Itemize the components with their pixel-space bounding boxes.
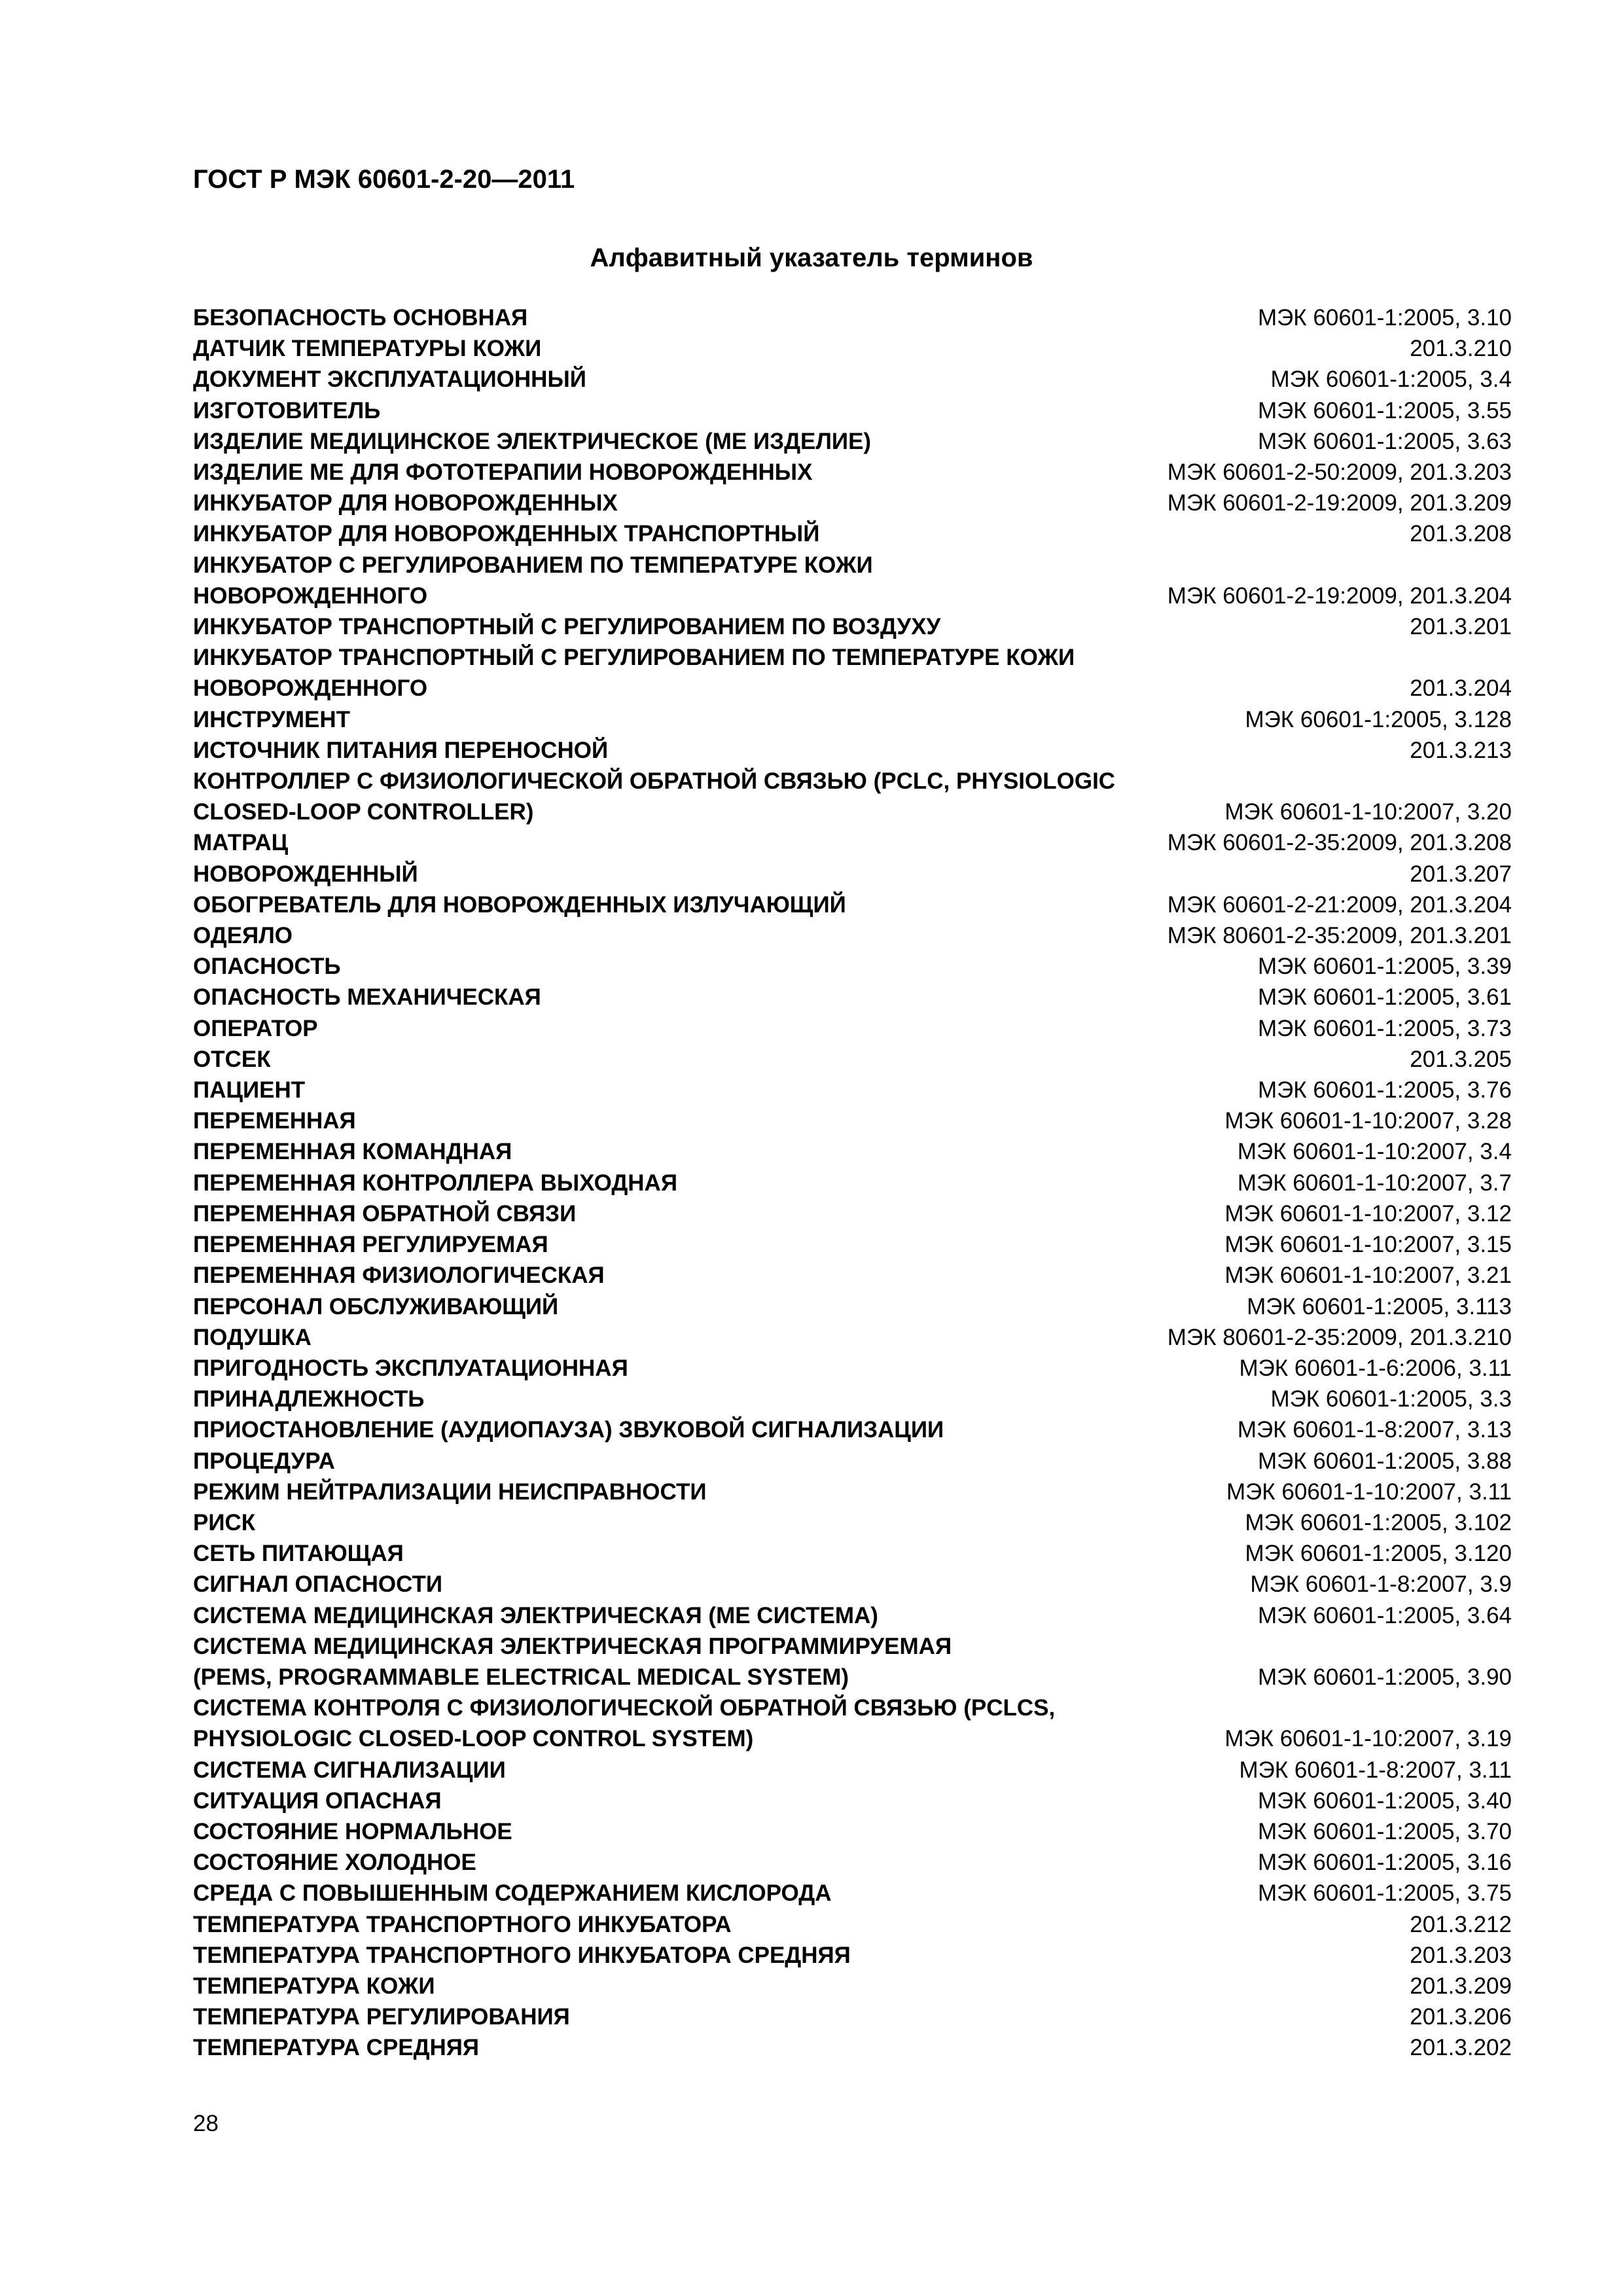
index-entry: [193, 766, 1512, 827]
index-reference: МЭК 60601-1:2005, 3.128: [1245, 706, 1512, 732]
index-reference: МЭК 60601-1:2005, 3.64: [1257, 1602, 1512, 1628]
index-reference: МЭК 60601-1:2005, 3.75: [1257, 1880, 1512, 1907]
index-term: ПЕРЕМЕННАЯ РЕГУЛИРУЕМАЯ: [193, 1232, 548, 1258]
index-entry: [193, 1507, 1512, 1538]
index-term: КОНТРОЛЛЕР С ФИЗИОЛОГИЧЕСКОЙ ОБРАТНОЙ СВЯЗЬЮ (PCLC, PHYSIOLOGIC CLOSED-LOOP CONTROLLER): [193, 768, 1116, 825]
index-term: ИНСТРУМЕНТ: [193, 706, 351, 732]
index-term: ПЕРЕМЕННАЯ КОНТРОЛЛЕРА ВЫХОДНАЯ: [193, 1170, 677, 1196]
index-reference: МЭК 60601-1-8:2007, 3.11: [1239, 1757, 1512, 1783]
index-entry: [193, 735, 1512, 766]
index-term: ПЕРЕМЕННАЯ ФИЗИОЛОГИЧЕСКАЯ: [193, 1263, 605, 1289]
index-entry: [193, 1971, 1512, 2001]
index-term: ОПАСНОСТЬ: [193, 954, 341, 980]
index-reference: МЭК 60601-1:2005, 3.4: [1270, 367, 1512, 393]
index-reference: МЭК 60601-1:2005, 3.40: [1257, 1787, 1512, 1814]
index-term: СИГНАЛ ОПАСНОСТИ: [193, 1571, 443, 1598]
index-reference: МЭК 60601-1:2005, 3.113: [1247, 1293, 1512, 1319]
index-reference: МЭК 60601-1:2005, 3.70: [1257, 1818, 1512, 1844]
index-term: СИСТЕМА КОНТРОЛЯ С ФИЗИОЛОГИЧЕСКОЙ ОБРАТНОЙ СВЯЗЬЮ (PCLCS, PHYSIOLOGIC CLOSED-LOOP CONTROL SYSTEM): [193, 1695, 1056, 1752]
term-index-list: [193, 302, 1512, 2064]
index-entry: [193, 457, 1512, 488]
index-term: ИНКУБАТОР ДЛЯ НОВОРОЖДЕННЫХ: [193, 490, 618, 516]
index-entry: [193, 611, 1512, 642]
index-reference: МЭК 60601-1-10:2007, 3.21: [1224, 1263, 1512, 1289]
index-reference: МЭК 60601-2-50:2009, 201.3.203: [1167, 459, 1512, 486]
index-entry: [193, 1013, 1512, 1044]
index-entry: [193, 889, 1512, 920]
index-reference: МЭК 60601-1:2005, 3.102: [1245, 1509, 1512, 1535]
index-entry: [193, 1631, 1512, 1693]
index-term: ПРИОСТАНОВЛЕНИЕ (АУДИОПАУЗА) ЗВУКОВОЙ СИГНАЛИЗАЦИИ: [193, 1417, 944, 1443]
index-entry: [193, 704, 1512, 735]
index-entry: [193, 642, 1512, 704]
index-term: ПРИНАДЛЕЖНОСТЬ: [193, 1386, 425, 1412]
index-entry: [193, 1816, 1512, 1847]
index-entry: [193, 1755, 1512, 1785]
index-reference: 201.3.212: [1410, 1911, 1512, 1937]
index-entry: [193, 982, 1512, 1013]
index-reference: МЭК 60601-1:2005, 3.10: [1257, 305, 1512, 331]
index-reference: МЭК 60601-2-19:2009, 201.3.209: [1167, 490, 1512, 516]
index-entry: [193, 1044, 1512, 1075]
index-entry: [193, 518, 1512, 549]
index-term: ОПАСНОСТЬ МЕХАНИЧЕСКАЯ: [193, 984, 541, 1011]
index-entry: [193, 333, 1512, 364]
index-reference: 201.3.205: [1410, 1046, 1512, 1072]
index-term: ТЕМПЕРАТУРА ТРАНСПОРТНОГО ИНКУБАТОРА: [193, 1911, 732, 1937]
page-number: 28: [193, 2111, 219, 2136]
index-entry: [193, 1198, 1512, 1229]
index-reference: МЭК 60601-1:2005, 3.3: [1270, 1386, 1512, 1412]
index-reference: 201.3.204: [1410, 675, 1512, 702]
index-reference: МЭК 60601-1:2005, 3.120: [1245, 1541, 1512, 1567]
index-reference: МЭК 60601-1:2005, 3.61: [1257, 984, 1512, 1011]
index-reference: МЭК 60601-1-10:2007, 3.4: [1237, 1139, 1512, 1165]
index-reference: МЭК 60601-1:2005, 3.16: [1257, 1850, 1512, 1876]
index-reference: МЭК 60601-1:2005, 3.63: [1257, 428, 1512, 454]
index-entry: [193, 1847, 1512, 1878]
document-header: ГОСТ Р МЭК 60601-2-20—2011: [193, 165, 575, 194]
index-term: ИЗДЕЛИЕ МЕ ДЛЯ ФОТОТЕРАПИИ НОВОРОЖДЕННЫХ: [193, 459, 813, 486]
index-entry: [193, 1414, 1512, 1445]
index-entry: [193, 1384, 1512, 1414]
index-reference: 201.3.209: [1410, 1973, 1512, 1999]
index-entry: [193, 1940, 1512, 1971]
index-entry: [193, 488, 1512, 518]
index-title: Алфавитный указатель терминов: [590, 243, 1033, 272]
index-entry: [193, 302, 1512, 333]
index-term: ИНКУБАТОР ТРАНСПОРТНЫЙ С РЕГУЛИРОВАНИЕМ ПО ВОЗДУХУ: [193, 614, 941, 640]
index-term: ПАЦИЕНТ: [193, 1077, 306, 1103]
index-reference: МЭК 60601-1:2005, 3.90: [1257, 1664, 1512, 1690]
index-term: ИНКУБАТОР С РЕГУЛИРОВАНИЕМ ПО ТЕМПЕРАТУРЕ КОЖИ НОВОРОЖДЕННОГО: [193, 552, 873, 609]
index-entry: [193, 2001, 1512, 2032]
index-entry: [193, 1353, 1512, 1384]
index-term: ДОКУМЕНТ ЭКСПЛУАТАЦИОННЫЙ: [193, 367, 586, 393]
index-term: ПЕРЕМЕННАЯ: [193, 1108, 356, 1134]
index-term: ПРОЦЕДУРА: [193, 1448, 335, 1474]
index-reference: МЭК 60601-1-10:2007, 3.7: [1237, 1170, 1512, 1196]
index-entry: [193, 827, 1512, 858]
index-term: ИЗГОТОВИТЕЛЬ: [193, 397, 381, 423]
index-reference: МЭК 60601-2-35:2009, 201.3.208: [1167, 830, 1512, 856]
index-reference: МЭК 60601-1:2005, 3.55: [1257, 397, 1512, 423]
index-term: НОВОРОЖДЕННЫЙ: [193, 861, 418, 887]
index-term: РИСК: [193, 1509, 256, 1535]
index-reference: МЭК 60601-1-8:2007, 3.9: [1250, 1571, 1512, 1598]
index-entry: [193, 2032, 1512, 2063]
index-entry: [193, 395, 1512, 426]
index-term: ДАТЧИК ТЕМПЕРАТУРЫ КОЖИ: [193, 336, 542, 362]
index-term: ОБОГРЕВАТЕЛЬ ДЛЯ НОВОРОЖДЕННЫХ ИЗЛУЧАЮЩИЙ: [193, 891, 846, 918]
index-term: ОТСЕК: [193, 1046, 271, 1072]
index-term: ПЕРЕМЕННАЯ ОБРАТНОЙ СВЯЗИ: [193, 1200, 577, 1227]
index-entry: [193, 1322, 1512, 1353]
index-reference: МЭК 80601-2-35:2009, 201.3.201: [1167, 923, 1512, 949]
index-reference: МЭК 60601-1-6:2006, 3.11: [1239, 1355, 1512, 1381]
index-entry: [193, 426, 1512, 457]
index-reference: МЭК 60601-1-10:2007, 3.11: [1226, 1479, 1512, 1505]
index-reference: МЭК 60601-1-10:2007, 3.28: [1224, 1108, 1512, 1134]
index-entry: [193, 364, 1512, 395]
index-reference: МЭК 60601-1-10:2007, 3.12: [1224, 1200, 1512, 1227]
index-term: РЕЖИМ НЕЙТРАЛИЗАЦИИ НЕИСПРАВНОСТИ: [193, 1479, 707, 1505]
index-entry: [193, 1075, 1512, 1105]
index-reference: МЭК 80601-2-35:2009, 201.3.210: [1167, 1324, 1512, 1350]
index-entry: [193, 1693, 1512, 1754]
index-term: МАТРАЦ: [193, 830, 289, 856]
index-term: ИСТОЧНИК ПИТАНИЯ ПЕРЕНОСНОЙ: [193, 737, 609, 763]
index-reference: 201.3.206: [1410, 2004, 1512, 2030]
index-term: СЕТЬ ПИТАЮЩАЯ: [193, 1541, 404, 1567]
index-entry: [193, 1569, 1512, 1600]
index-term: СИСТЕМА СИГНАЛИЗАЦИИ: [193, 1757, 506, 1783]
index-entry: [193, 1229, 1512, 1260]
index-reference: МЭК 60601-2-21:2009, 201.3.204: [1167, 891, 1512, 918]
index-entry: [193, 1260, 1512, 1291]
index-term: ИНКУБАТОР ДЛЯ НОВОРОЖДЕННЫХ ТРАНСПОРТНЫЙ: [193, 521, 820, 547]
index-entry: [193, 1168, 1512, 1198]
index-term: БЕЗОПАСНОСТЬ ОСНОВНАЯ: [193, 305, 528, 331]
index-term: СОСТОЯНИЕ ХОЛОДНОЕ: [193, 1850, 476, 1876]
index-reference: МЭК 60601-1:2005, 3.88: [1257, 1448, 1512, 1474]
index-entry: [193, 1291, 1512, 1322]
index-term: ТЕМПЕРАТУРА КОЖИ: [193, 1973, 435, 1999]
index-term: СИСТЕМА МЕДИЦИНСКАЯ ЭЛЕКТРИЧЕСКАЯ (МЕ СИСТЕМА): [193, 1602, 878, 1628]
index-term: ПРИГОДНОСТЬ ЭКСПЛУАТАЦИОННАЯ: [193, 1355, 628, 1381]
index-term: ТЕМПЕРАТУРА ТРАНСПОРТНОГО ИНКУБАТОРА СРЕДНЯЯ: [193, 1942, 851, 1968]
index-reference: 201.3.201: [1410, 614, 1512, 640]
index-reference: МЭК 60601-2-19:2009, 201.3.204: [1167, 583, 1512, 609]
index-term: ПЕРЕМЕННАЯ КОМАНДНАЯ: [193, 1139, 512, 1165]
index-reference: МЭК 60601-1:2005, 3.76: [1257, 1077, 1512, 1103]
index-term: СИТУАЦИЯ ОПАСНАЯ: [193, 1787, 442, 1814]
index-reference: 201.3.208: [1410, 521, 1512, 547]
index-term: ИЗДЕЛИЕ МЕДИЦИНСКОЕ ЭЛЕКТРИЧЕСКОЕ (МЕ ИЗДЕЛИЕ): [193, 428, 872, 454]
index-entry: [193, 1136, 1512, 1167]
index-reference: 201.3.210: [1410, 336, 1512, 362]
index-term: СРЕДА С ПОВЫШЕННЫМ СОДЕРЖАНИЕМ КИСЛОРОДА: [193, 1880, 832, 1907]
index-term: ОДЕЯЛО: [193, 923, 293, 949]
index-entry: [193, 1105, 1512, 1136]
index-reference: МЭК 60601-1-8:2007, 3.13: [1237, 1417, 1512, 1443]
index-term: ПЕРСОНАЛ ОБСЛУЖИВАЮЩИЙ: [193, 1293, 559, 1319]
index-reference: 201.3.203: [1410, 1942, 1512, 1968]
index-term: СИСТЕМА МЕДИЦИНСКАЯ ЭЛЕКТРИЧЕСКАЯ ПРОГРАММИРУЕМАЯ (PEMS, PROGRAMMABLE ELECTRICAL MEDICAL SYSTEM): [193, 1633, 952, 1690]
index-entry: [193, 1477, 1512, 1507]
index-entry: [193, 859, 1512, 889]
index-entry: [193, 1785, 1512, 1816]
index-term: ИНКУБАТОР ТРАНСПОРТНЫЙ С РЕГУЛИРОВАНИЕМ ПО ТЕМПЕРАТУРЕ КОЖИ НОВОРОЖДЕННОГО: [193, 645, 1075, 702]
index-reference: МЭК 60601-1-10:2007, 3.20: [1224, 799, 1512, 825]
index-entry: [193, 1446, 1512, 1477]
index-reference: 201.3.207: [1410, 861, 1512, 887]
index-term: СОСТОЯНИЕ НОРМАЛЬНОЕ: [193, 1818, 512, 1844]
index-reference: 201.3.213: [1410, 737, 1512, 763]
index-term: ПОДУШКА: [193, 1324, 312, 1350]
index-entry: [193, 1538, 1512, 1569]
index-entry: [193, 1909, 1512, 1940]
index-reference: МЭК 60601-1-10:2007, 3.15: [1224, 1232, 1512, 1258]
index-entry: [193, 550, 1512, 611]
index-reference: МЭК 60601-1:2005, 3.39: [1257, 954, 1512, 980]
index-entry: [193, 920, 1512, 951]
index-reference: 201.3.202: [1410, 2035, 1512, 2061]
index-reference: МЭК 60601-1:2005, 3.73: [1257, 1015, 1512, 1041]
index-term: ТЕМПЕРАТУРА СРЕДНЯЯ: [193, 2035, 480, 2061]
index-term: ТЕМПЕРАТУРА РЕГУЛИРОВАНИЯ: [193, 2004, 570, 2030]
index-entry: [193, 951, 1512, 982]
index-entry: [193, 1600, 1512, 1631]
index-reference: МЭК 60601-1-10:2007, 3.19: [1224, 1726, 1512, 1752]
index-entry: [193, 1878, 1512, 1909]
index-term: ОПЕРАТОР: [193, 1015, 318, 1041]
